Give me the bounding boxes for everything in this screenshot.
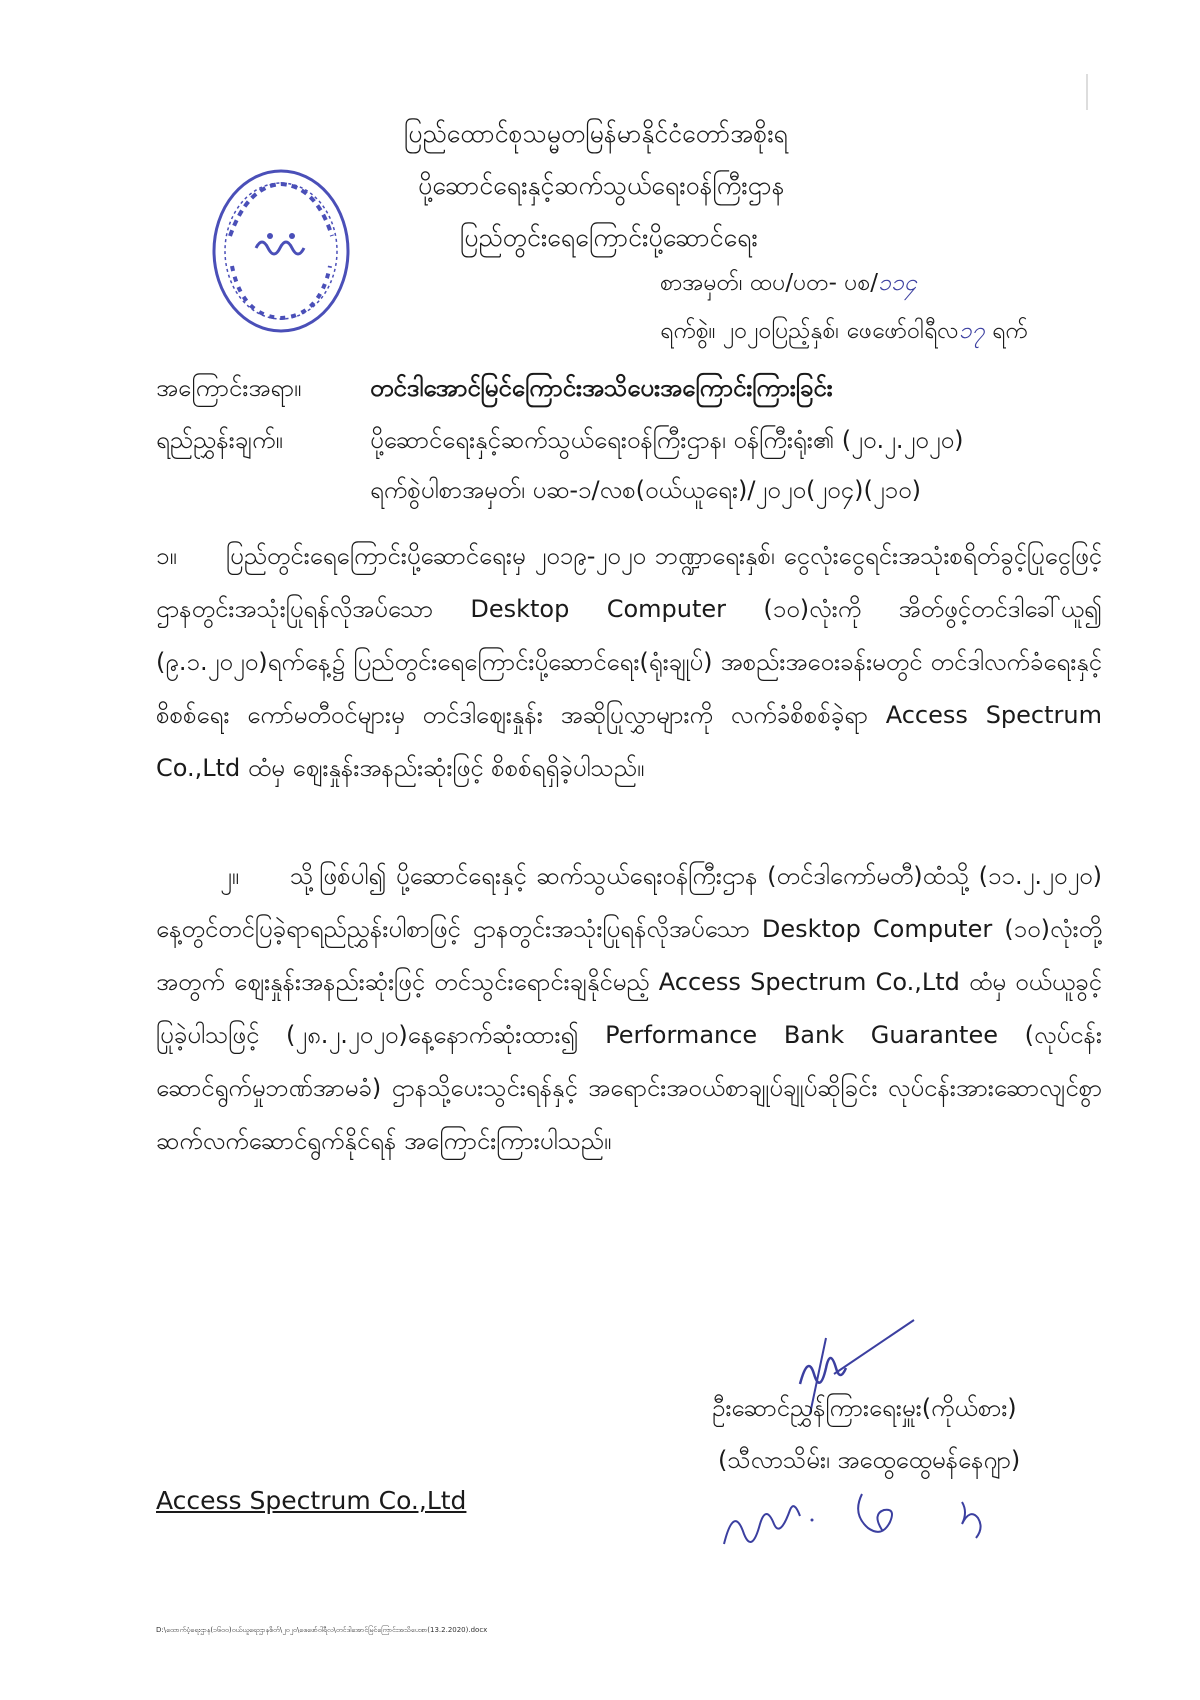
paragraph-2-text: သို့ဖြစ်ပါ၍ ပို့ဆောင်ရေးနှင့် ဆက်သွယ်ရေးဝန်ကြီးဌာန (တင်ဒါကော်မတီ)ထံသို့ (၁၁.၂.၂၀၂၀) နေ့တွင်တင်ပြခဲ့ရာရည်ညွှန်းပါစာဖြင့် ဌာနတွင်းအသုံးပြုရန်လိုအပ်သော Desktop Computer (၁၀)လုံးတို့အတွက် ဈေးနှုန်းအနည်းဆုံးဖြင့် တင်သွင်းရောင်းချနိုင်မည့် Access Spectrum Co.,Ltd ထံမှ ဝယ်ယူခွင့်ပြုခဲ့ပါသဖြင့် (၂၈.၂.၂၀၂၀)နေ့နောက်ဆုံးထား၍ Performance Bank Guarantee (လုပ်ငန်းဆောင်ရွက်မှုဘဏ်အာမခံ) ဌာနသို့ပေးသွင်းရန်နှင့် အရောင်းအဝယ်စာချုပ်ချုပ်ဆိုခြင်း လုပ်ငန်းအားဆောလျင်စွာ ဆက်လက်ဆောင်ရွက်နိုင်ရန် အကြောင်းကြားပါသည်။: [156, 862, 1102, 1155]
scan-mark: [1086, 74, 1088, 110]
paragraph-1-number: ၁။: [156, 542, 177, 570]
letter-number-handwritten: ၁၁၄: [878, 270, 917, 296]
letter-date-suffix: ရက်: [984, 318, 1028, 344]
signatory-title: ဦးဆောင်ညွှန်ကြားရေးမှူး(ကိုယ်စား): [712, 1394, 1017, 1422]
letter-date: [660, 316, 1028, 350]
reference-line-2: ရက်စွဲပါစာအမှတ်၊ ပဆ-၁/လစ(ဝယ်ယူရေး)/၂၀၂၀(၂၀၄)(၂၁၀): [370, 476, 922, 504]
recipient-company: Access Spectrum Co.,Ltd: [156, 1486, 467, 1515]
paragraph-2: [156, 850, 1102, 1222]
letter-number: [660, 268, 917, 302]
paragraph-1-text: ပြည်တွင်းရေကြောင်းပို့ဆောင်ရေးမှ ၂၀၁၉-၂၀၂၀ ဘဏ္ဍာရေးနှစ်၊ ငွေလုံးငွေရင်းအသုံးစရိတ်ခွင့်ပြုငွေဖြင့် ဌာနတွင်းအသုံးပြုရန်လိုအပ်သော Desktop Computer (၁၀)လုံးကို အိတ်ဖွင့်တင်ဒါခေါ်ယူ၍ (၉.၁.၂၀၂၀)ရက်နေ့၌ ပြည်တွင်းရေကြောင်းပို့ဆောင်ရေး(ရုံးချုပ်) အစည်းအဝေးခန်းမတွင် တင်ဒါလက်ခံရေးနှင့်စိစစ်ရေး ကော်မတီဝင်များမှ တင်ဒါဈေးနှုန်း အဆိုပြုလွှာများကို လက်ခံစိစစ်ခဲ့ရာ Access Spectrum Co.,Ltd ထံမှ ဈေးနှုန်းအနည်းဆုံးဖြင့် စိစစ်ရရှိခဲ့ပါသည်။: [156, 542, 1102, 782]
reference-label: ရည်ညွှန်းချက်။: [156, 426, 283, 454]
letter-number-prefix: စာအမှတ်၊ ထပ/ပတ- ပစ/: [660, 270, 879, 296]
paragraph-2-number: ၂။: [220, 862, 240, 890]
subject-label: အကြောင်းအရာ။: [156, 374, 302, 402]
header-department: ပြည်တွင်းရေကြောင်းပို့ဆောင်ရေး: [460, 223, 758, 252]
footer-file-path: D:\ထောက်ပံ့ရေးဌာန(၁၆၀၀)ဝယ်ယူရေးဌာနစိတ်\၂၀၂၀\ဖေဖော်ဝါရီလ\တင်ဒါအောင်မြင်ကြောင်းအသိပေးစာ(13.2.2020).docx: [156, 1626, 488, 1634]
letter-date-handwritten: ၁၇: [958, 318, 985, 344]
header-ministry: ပို့ဆောင်ရေးနှင့်ဆက်သွယ်ရေးဝန်ကြီးဌာန: [418, 171, 785, 200]
handwritten-initials: [712, 1484, 1092, 1564]
subject-text: တင်ဒါအောင်မြင်ကြောင်းအသိပေးအကြောင်းကြားခြင်း: [370, 374, 833, 402]
signatory-name: (သီလာသိမ်း၊ အထွေထွေမန်နေဂျာ): [718, 1446, 1021, 1474]
header-government: ပြည်ထောင်စုသမ္မတမြန်မာနိုင်ငံတော်အစိုးရ: [404, 119, 788, 148]
letter-date-prefix: ရက်စွဲ။ ၂၀၂၀ပြည့်နှစ်၊ ဖေဖော်ဝါရီလ: [660, 318, 959, 344]
reference-line-1: ပို့ဆောင်ရေးနှင့်ဆက်သွယ်ရေးဝန်ကြီးဌာန၊ ဝန်ကြီးရုံး၏ (၂၀.၂.၂၀၂၀): [370, 426, 964, 454]
official-seal-stamp: [208, 166, 354, 336]
paragraph-1: [156, 530, 1102, 848]
